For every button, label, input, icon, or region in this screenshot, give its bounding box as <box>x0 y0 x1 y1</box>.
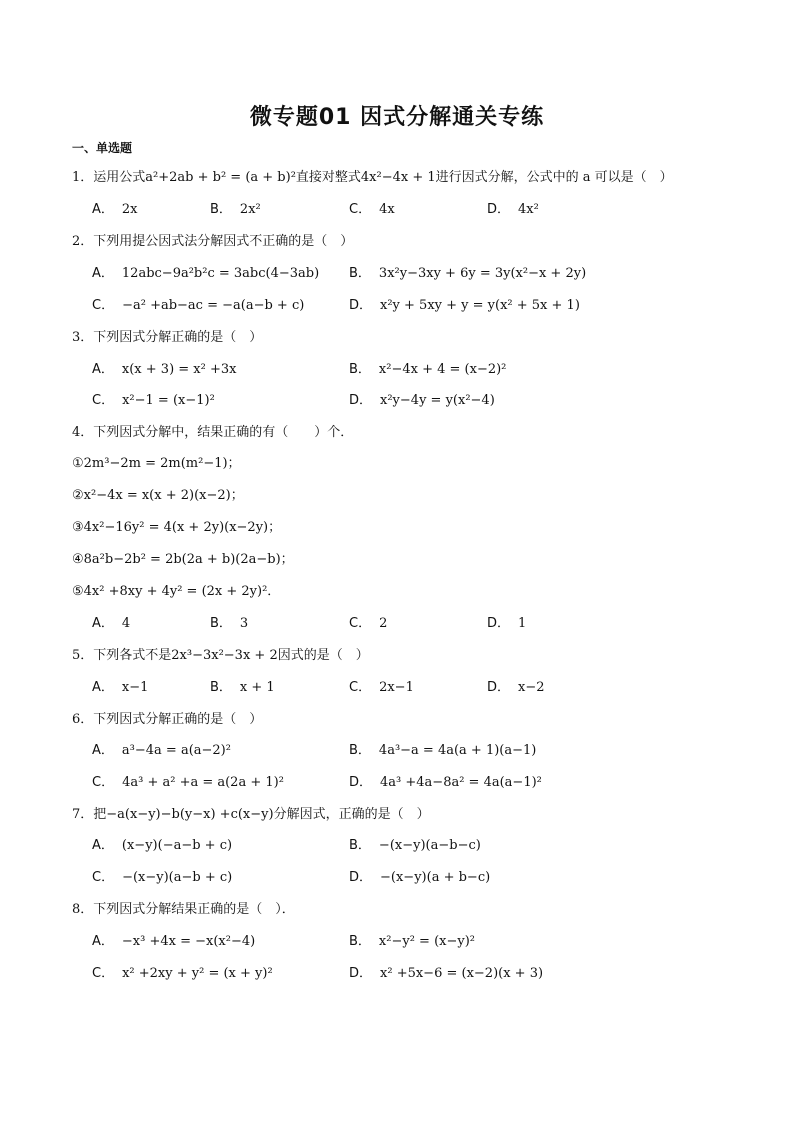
option-label: B． <box>349 266 371 281</box>
q3-option-c[interactable] <box>92 389 215 408</box>
q1-option-c[interactable] <box>349 198 395 217</box>
q2-option-d[interactable] <box>349 294 580 313</box>
option-text: x + 1 <box>239 680 275 695</box>
option-label: D． <box>349 966 373 981</box>
option-label: D． <box>349 298 373 313</box>
q4-option-c[interactable] <box>349 612 387 631</box>
option-label: B． <box>349 934 371 949</box>
page-title: 微专题01 因式分解通关专练 <box>249 105 545 130</box>
option-label: A． <box>92 680 114 695</box>
q2-option-a[interactable] <box>92 262 319 281</box>
option-text: x(x + 3) = x² +3x <box>121 362 237 377</box>
option-text: x² +2xy + y² = (x + y)² <box>122 966 273 981</box>
option-text: 12abc−9a²b²c = 3abc(4−3ab) <box>121 266 320 281</box>
option-label: C． <box>92 966 115 981</box>
q3-option-d[interactable] <box>349 389 495 408</box>
option-text: x²−y² = (x−y)² <box>378 934 475 949</box>
option-label: B． <box>210 680 232 695</box>
option-text: −(x−y)(a−b−c) <box>378 838 481 853</box>
option-label: B． <box>349 362 371 377</box>
option-text: a³−4a = a(a−2)² <box>121 743 231 758</box>
section-heading: 一、单选题 <box>72 141 133 155</box>
option-text: 4a³ +4a−8a² = 4a(a−1)² <box>380 775 542 790</box>
option-text: 2 <box>379 616 388 631</box>
option-label: A． <box>92 362 114 377</box>
option-label: D． <box>487 680 511 695</box>
q2-option-c[interactable] <box>92 294 304 313</box>
option-label: B． <box>349 838 371 853</box>
option-text: 4a³−a = 4a(a + 1)(a−1) <box>378 743 537 758</box>
option-label: A． <box>92 266 114 281</box>
option-label: D． <box>487 616 511 631</box>
option-label: D． <box>349 393 373 408</box>
option-text: 2x−1 <box>379 680 414 695</box>
question-3-stem: 3．下列因式分解正确的是（ ） <box>72 330 263 345</box>
option-label: A． <box>92 934 114 949</box>
q6-option-b[interactable] <box>349 739 536 758</box>
option-text: 3x²y−3xy + 6y = 3y(x²−x + 2y) <box>378 266 587 281</box>
option-text: x² +5x−6 = (x−2)(x + 3) <box>380 966 544 981</box>
question-8-stem: 8．下列因式分解结果正确的是（ ）． <box>72 902 295 917</box>
option-text: −a² +ab−ac = −a(a−b + c) <box>122 298 305 313</box>
option-text: x²−4x + 4 = (x−2)² <box>378 362 507 377</box>
option-text: 4 <box>121 616 131 631</box>
q4-statement-3: ③4x²−16y² = 4(x + 2y)(x−2y)； <box>72 520 282 535</box>
q5-option-b[interactable] <box>210 676 275 695</box>
option-text: x−1 <box>121 680 149 695</box>
q7-option-a[interactable] <box>92 834 232 853</box>
q5-option-c[interactable] <box>349 676 414 695</box>
question-7-stem: 7．把−a(x−y)−b(y−x) +c(x−y)分解因式，正确的是（ ） <box>72 807 430 822</box>
option-label: C． <box>92 298 115 313</box>
q1-option-a[interactable] <box>92 198 138 217</box>
q4-statement-2: ②x²−4x = x(x + 2)(x−2)； <box>72 488 244 503</box>
option-label: C． <box>92 393 115 408</box>
q4-statement-4: ④8a²b−2b² = 2b(2a + b)(2a−b)； <box>72 552 294 567</box>
option-label: B． <box>210 616 232 631</box>
q6-option-c[interactable] <box>92 771 284 790</box>
option-label: A． <box>92 616 114 631</box>
q6-option-d[interactable] <box>349 771 542 790</box>
option-label: C． <box>349 680 372 695</box>
option-text: x²−1 = (x−1)² <box>122 393 215 408</box>
option-label: C． <box>349 616 372 631</box>
q1-option-b[interactable] <box>210 198 261 217</box>
q8-option-a[interactable] <box>92 930 255 949</box>
q5-option-a[interactable] <box>92 676 148 695</box>
q2-option-b[interactable] <box>349 262 586 281</box>
option-text: 4x <box>379 202 395 217</box>
option-label: B． <box>210 202 232 217</box>
q3-option-b[interactable] <box>349 358 506 377</box>
option-text: −(x−y)(a + b−c) <box>380 870 491 885</box>
q8-option-b[interactable] <box>349 930 475 949</box>
option-text: x²y + 5xy + y = y(x² + 5x + 1) <box>380 298 580 313</box>
option-label: A． <box>92 202 114 217</box>
q8-option-c[interactable] <box>92 962 273 981</box>
option-text: 4a³ + a² +a = a(2a + 1)² <box>122 775 284 790</box>
question-4-stem: 4．下列因式分解中，结果正确的有（ ）个． <box>72 425 354 440</box>
q4-option-a[interactable] <box>92 612 130 631</box>
question-2-stem: 2．下列用提公因式法分解因式不正确的是（ ） <box>72 234 354 249</box>
option-label: B． <box>349 743 371 758</box>
option-text: 3 <box>239 616 249 631</box>
option-text: −(x−y)(a−b + c) <box>122 870 233 885</box>
option-text: −x³ +4x = −x(x²−4) <box>121 934 256 949</box>
q6-option-a[interactable] <box>92 739 231 758</box>
option-text: (x−y)(−a−b + c) <box>121 838 233 853</box>
q4-option-b[interactable] <box>210 612 248 631</box>
option-label: D． <box>349 870 373 885</box>
option-label: A． <box>92 838 114 853</box>
q7-option-d[interactable] <box>349 866 490 885</box>
option-label: A． <box>92 743 114 758</box>
question-5-stem: 5．下列各式不是2x³−3x²−3x + 2因式的是（ ） <box>72 648 369 663</box>
option-text: 2x <box>121 202 138 217</box>
option-text: 1 <box>518 616 527 631</box>
q3-option-a[interactable] <box>92 358 236 377</box>
question-1-stem: 1．运用公式a²+2ab + b² = (a + b)²直接对整式4x²−4x + 1进行因式分解，公式中的 a 可以是（ ） <box>72 170 673 185</box>
q4-statement-5: ⑤4x² +8xy + 4y² = (2x + 2y)²． <box>72 584 281 599</box>
q4-statement-1: ①2m³−2m = 2m(m²−1)； <box>72 456 241 471</box>
option-text: x²y−4y = y(x²−4) <box>380 393 495 408</box>
option-label: C． <box>92 870 115 885</box>
option-text: 2x² <box>239 202 261 217</box>
option-text: 4x² <box>518 202 539 217</box>
option-label: C． <box>92 775 115 790</box>
q1-option-d[interactable] <box>487 198 539 217</box>
q5-option-d[interactable] <box>487 676 545 695</box>
q4-option-d[interactable] <box>487 612 526 631</box>
option-text: x−2 <box>518 680 545 695</box>
option-label: C． <box>349 202 372 217</box>
q7-option-c[interactable] <box>92 866 232 885</box>
option-label: D． <box>349 775 373 790</box>
q7-option-b[interactable] <box>349 834 481 853</box>
question-6-stem: 6．下列因式分解正确的是（ ） <box>72 712 263 727</box>
option-label: D． <box>487 202 511 217</box>
q8-option-d[interactable] <box>349 962 543 981</box>
